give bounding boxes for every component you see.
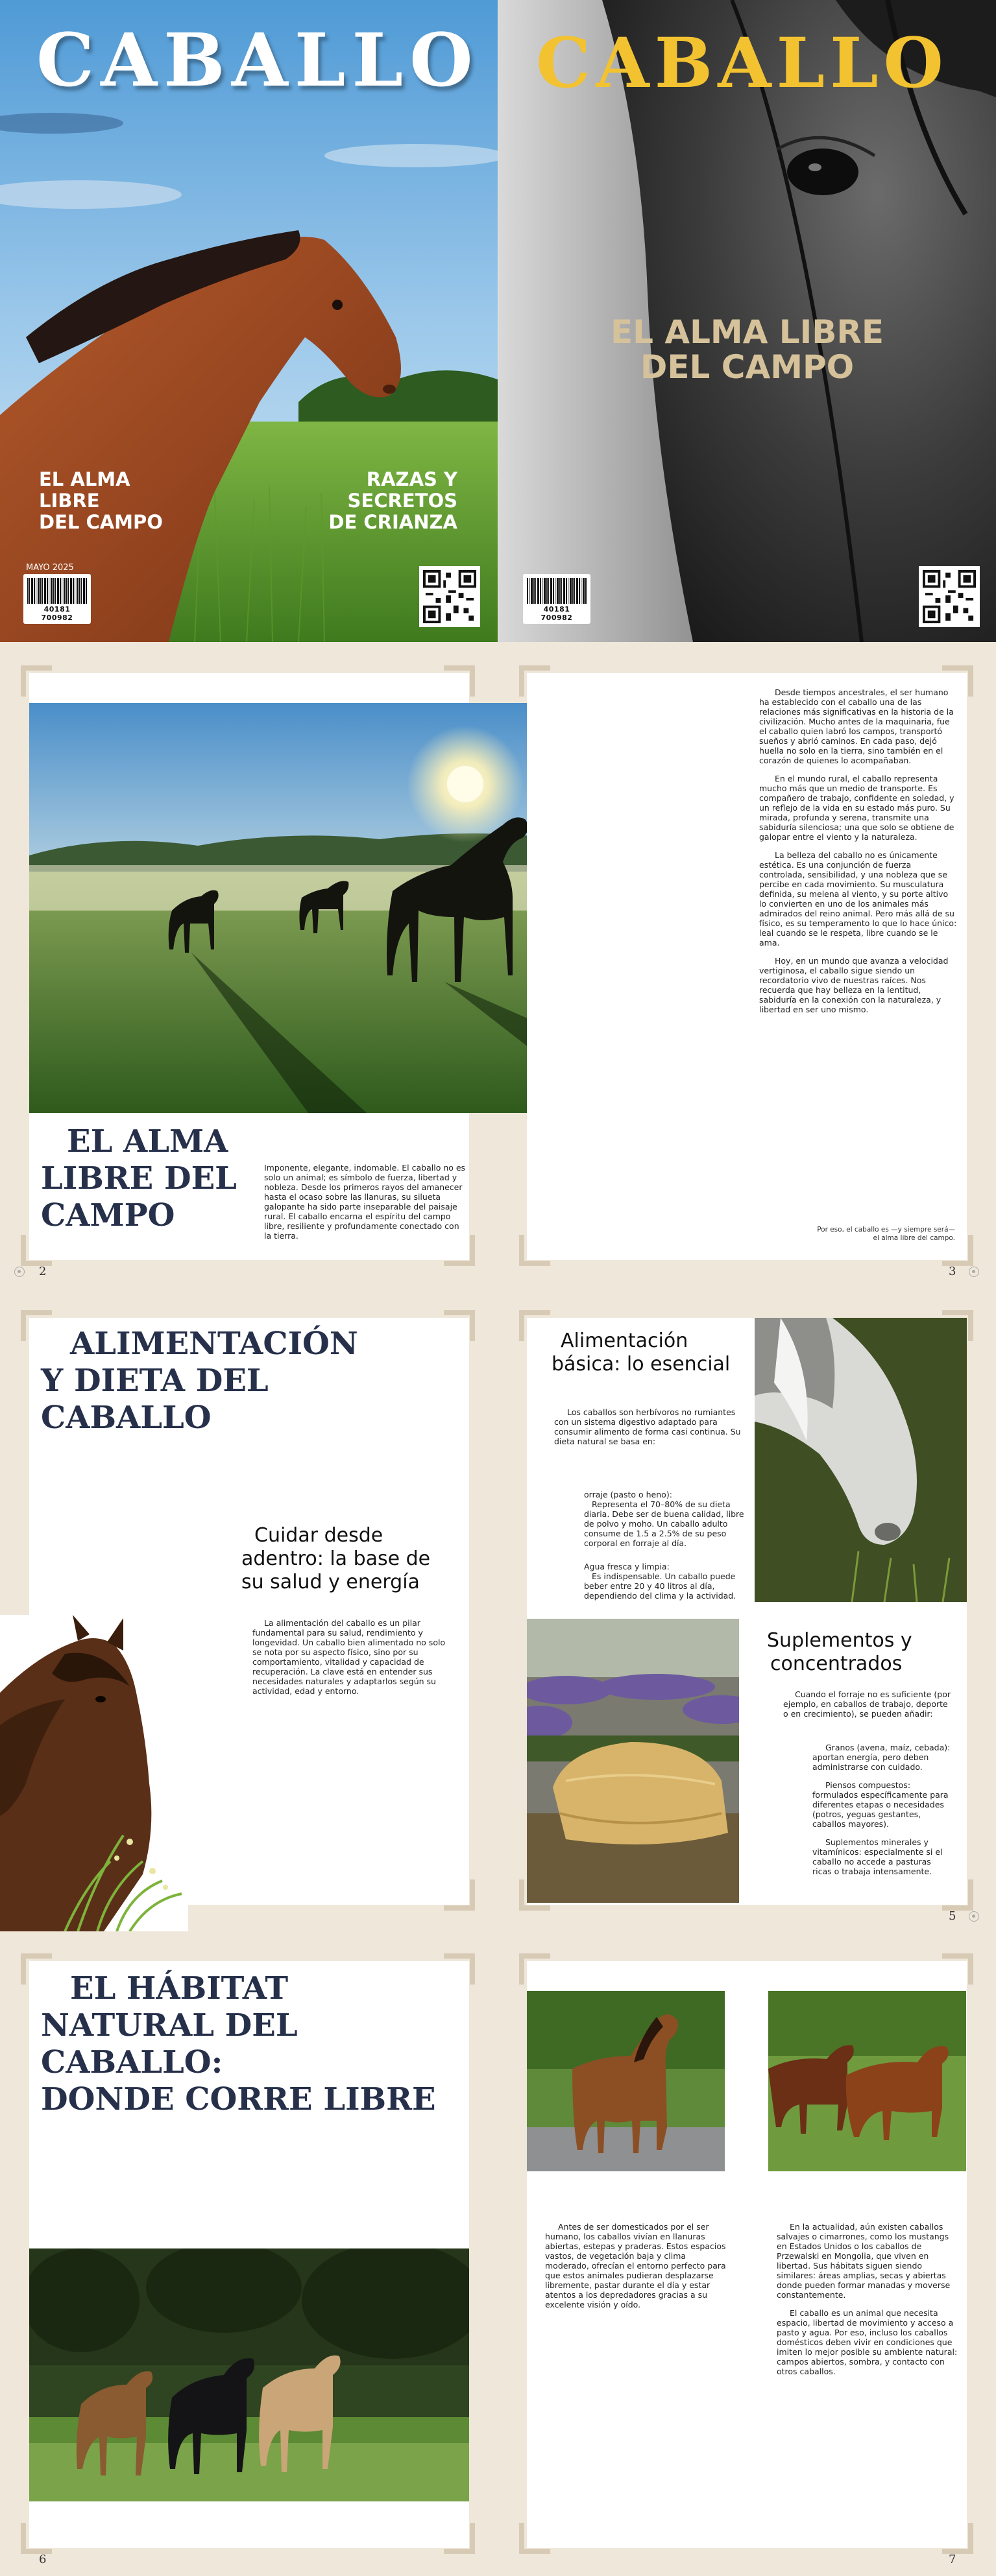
page-marker-icon — [969, 1267, 979, 1277]
barcode-bars — [27, 578, 87, 604]
title-line: ALIMENTACIÓN — [70, 1326, 358, 1362]
title-line: CABALLO: — [41, 2044, 223, 2081]
page-number: 3 — [949, 1265, 956, 1278]
page-3-body — [759, 687, 957, 1023]
heading-line: concentrados — [770, 1652, 903, 1675]
barcode-bars — [527, 578, 587, 604]
title-line: DONDE CORRE LIBRE — [41, 2081, 436, 2117]
title-line: NATURAL DEL — [41, 2007, 298, 2044]
paragraph: En la actualidad, aún existen caballos salvajes o cimarrones, como los mustangs en Estados Unidos o los caballos de Przewalski en Mongolia, que viven en libertad. Sus hábitats siguen siendo similares: áreas amplias, secas y abiertas donde pueden formar manadas y moverse constantemente. — [777, 2222, 951, 2300]
page-number: 5 — [949, 1909, 956, 1923]
barcode — [23, 574, 91, 624]
page-5-water — [584, 1562, 746, 1601]
page-3 — [527, 673, 967, 1260]
page-number: 7 — [949, 2553, 956, 2566]
page-7 — [527, 1961, 967, 2548]
cover-right-line: RAZAS Y — [366, 468, 457, 490]
supp-item: Piensos compuestos: formulados específicamente para diferentes etapas o necesidades (potros, yeguas gestantes, caballos mayores). — [812, 1780, 949, 1829]
photo-grey-horse-grazing — [755, 1318, 967, 1602]
page-2-intro: Imponente, elegante, indomable. El caballo no es solo un animal; es símbolo de fuerza, libertad y nobleza. Desde los primeros rayos del amanecer hasta el ocaso sobre las llanuras, su silueta galopante ha sido parte inseparable del paisaje rural. El caballo encarna el espíritu del campo libre, resiliente y profundamente conectado con la tierra. — [264, 1163, 466, 1241]
cover-right-line: DE CRIANZA — [328, 511, 457, 533]
photo-horse-standing-road — [527, 1991, 725, 2171]
page-6-title — [41, 1970, 436, 2118]
cover-logo: CABALLO — [536, 22, 949, 103]
cover-color — [0, 0, 498, 642]
page-6 — [29, 1961, 469, 2548]
paragraph: Hoy, en un mundo que avanza a velocidad vertiginosa, el caballo sigue siendo un recordatorio vivo de nuestras raíces. Nos recuerda que hay belleza en la lentitud, sabiduría en la conexión con la naturaleza, y libertad en ser uno mismo. — [759, 956, 949, 1014]
qr-code-icon — [919, 566, 980, 627]
title-line: Y DIETA DEL — [41, 1363, 269, 1399]
title-line: EL ALMA — [67, 1123, 228, 1160]
cover-right-line: SECRETOS — [347, 490, 457, 512]
cover-left-line: DEL CAMPO — [39, 511, 163, 533]
page-5-heading-basic — [552, 1330, 730, 1376]
page-7-column-1: Antes de ser domesticados por el ser humano, los caballos vivían en llanuras abiertas, estepas y praderas. Estos espacios vastos, de vegetación baja y clima moderado, ofrecían el entorno perfecto para que estos animales pudieran desplazarse libremente, pastar durante el día y estar atentos a los depredadores gracias a su excelente visión y oído. — [545, 2222, 726, 2309]
page-7-column-2 — [777, 2222, 958, 2385]
cover-tagline-line: DEL CAMPO — [640, 348, 855, 386]
cover-logo: CABALLO — [36, 18, 480, 103]
page-number: 2 — [39, 1265, 47, 1278]
cover-monochrome — [498, 0, 996, 642]
photo-bay-horses-running — [768, 1991, 966, 2171]
heading-line: básica: lo esencial — [552, 1353, 731, 1376]
forage-body: Representa el 70–80% de su dieta diaria. Debe ser de buena calidad, libre de polvo y moho. Un caballo adulto consume de 1.5 a 2.5% de su peso corporal en forraje al día. — [584, 1499, 744, 1548]
page-marker-icon — [969, 1911, 979, 1922]
title-line: CAMPO — [41, 1197, 175, 1234]
heading-line: Alimentación — [561, 1330, 688, 1352]
footer-line: el alma libre del campo. — [873, 1234, 955, 1242]
subtitle-line: adentro: la base de — [241, 1547, 431, 1570]
cover-left-line: LIBRE — [39, 490, 100, 512]
paragraph: El caballo es un animal que necesita espacio, libertad de movimiento y acceso a pasto y agua. Por eso, incluso los caballos domésticos deben vivir en condiciones que imiten lo mejor posible su ambiente natural: campos abiertos, sombra, y contacto con otros caballos. — [777, 2308, 958, 2376]
title-line: LIBRE DEL — [41, 1160, 237, 1197]
page-5-supp-intro: Cuando el forraje no es suficiente (por ejemplo, en caballos de trabajo, deporte o en crecimiento), se pueden añadir: — [783, 1689, 951, 1719]
page-4-title — [41, 1326, 358, 1437]
cover-left-headline — [39, 469, 163, 533]
page-5-intro: Los caballos son herbívoros no rumiantes con un sistema digestivo adaptado para consumir alimento de forma casi continua. Su dieta natural se basa en: — [554, 1407, 741, 1446]
forage-title: orraje (pasto o heno): — [584, 1490, 672, 1499]
supp-item: Granos (avena, maíz, cebada): aportan energía, pero deben administrarse con cuidado. — [812, 1743, 951, 1772]
title-line: CABALLO — [41, 1400, 212, 1436]
cover-date: MAYO 2025 — [26, 563, 74, 573]
footer-line: Por eso, el caballo es —y siempre será— — [817, 1226, 955, 1234]
cover-left-line: EL ALMA — [39, 468, 130, 490]
paragraph: Desde tiempos ancestrales, el ser humano ha establecido con el caballo una de las relaciones más significativas en la historia de la civilización. Mucho antes de la maquinaria, fue el caballo quien labró los campos, transportó sueños y abrió caminos. En cada paso, dejó huella no solo en la tierra, sino también en el corazón de quienes lo acompañaban. — [759, 687, 954, 765]
barcode-number: 40181 700982 — [541, 605, 573, 622]
water-title: Agua fresca y limpia: — [584, 1562, 670, 1571]
heading-line: Suplementos y — [767, 1629, 912, 1652]
page-4-body: La alimentación del caballo es un pilar fundamental para su salud, rendimiento y longevidad. Un caballo bien alimentado no solo se nota por su aspecto físico, sino por su comportamiento, vitalidad y capacidad de recuperación. La clave está en entender sus necesidades naturales y adaptarlos según su actividad, edad y entorno. — [252, 1618, 446, 1696]
cover-tagline — [498, 315, 996, 385]
paragraph: La belleza del caballo no es únicamente estética. Es una conjunción de fuerza controlada, sensibilidad, y una nobleza que se percibe en cada movimiento. Su musculatura definida, su melena al viento, y su porte altivo lo convierten en uno de los animales más admirados del reino animal. Pero más allá de su físico, es su temperamento lo que lo hace único: leal cuando se le respeta, libre cuando se le ama. — [759, 850, 957, 948]
photo-hay-bale-lavender — [527, 1619, 739, 1903]
subtitle-line: Cuidar desde — [254, 1524, 383, 1547]
subtitle-line: su salud y energía — [241, 1571, 420, 1593]
supp-item: Suplementos minerales y vitamínicos: especialmente si el caballo no accede a pasturas ricas o trabaja intensamente. — [812, 1837, 943, 1876]
barcode-number: 40181 700982 — [41, 605, 73, 622]
page-5-heading-supplements — [767, 1629, 912, 1676]
title-line: EL HÁBITAT — [70, 1970, 289, 2007]
cover-right-headline — [328, 469, 457, 533]
page-4-subtitle — [241, 1524, 430, 1594]
water-body: Es indispensable. Un caballo puede beber entre 20 y 40 litros al día, dependiendo del clima y la actividad. — [584, 1571, 736, 1601]
page-2-title — [41, 1123, 237, 1234]
photo-three-horses-galloping — [29, 2248, 469, 2501]
page-5-forage — [584, 1490, 746, 1548]
qr-code-icon — [419, 566, 480, 627]
page-marker-icon — [14, 1267, 25, 1277]
cover-tagline-line: EL ALMA LIBRE — [610, 313, 884, 351]
barcode — [523, 574, 590, 624]
page-3-footer — [817, 1226, 955, 1243]
photo-horse-eating-grass — [0, 1615, 188, 1931]
page-number: 6 — [39, 2553, 47, 2566]
page-5-supp-list — [812, 1743, 952, 1885]
paragraph: En el mundo rural, el caballo representa mucho más que un medio de transporte. Es compañero de trabajo, confidente en soledad, y un reflejo de la vida en su estado más puro. Su mirada, profunda y serena, transmite una sabiduría silenciosa; una que solo se obtiene de galopar entre el viento y la naturaleza. — [759, 774, 954, 842]
